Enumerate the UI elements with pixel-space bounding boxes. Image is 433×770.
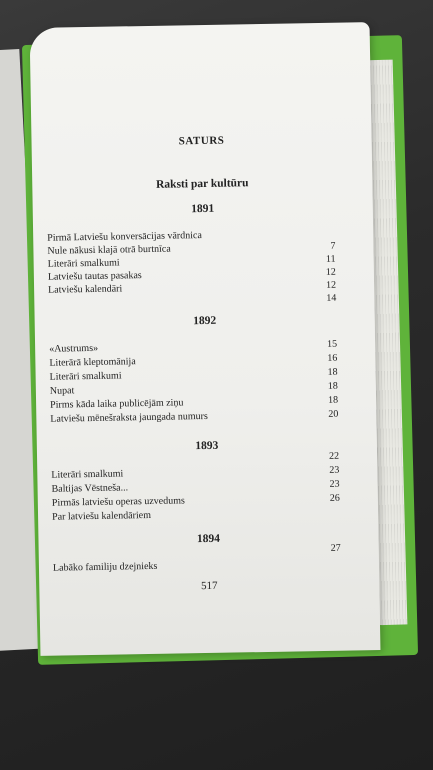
- toc-entry-title: Par latviešu kalendāriem: [51, 509, 152, 523]
- toc-entry-title: Literārā kleptomānija: [49, 356, 136, 369]
- toc-entry-title: Latviešu tautas pasakas: [47, 270, 142, 283]
- toc-entry-page: 12: [325, 279, 337, 291]
- year-heading: 1892: [193, 314, 217, 328]
- toc-entry-title: Latviešu kalendāri: [48, 283, 123, 296]
- toc-entry-title: Literāri smalkumi: [49, 370, 122, 383]
- toc-entry-page: 18: [327, 394, 339, 406]
- toc-entry-page: 11: [325, 253, 336, 265]
- toc-entry-page: 14: [326, 292, 337, 304]
- toc-entry-page: 16: [327, 352, 338, 364]
- year-heading: 1893: [195, 439, 219, 453]
- toc-entry-page: 22: [328, 450, 340, 462]
- toc-entry-title: Latviešu mēnešraksta jaungada numurs: [50, 410, 208, 425]
- book-page: [30, 22, 381, 656]
- toc-entry-page: 27: [330, 542, 341, 554]
- toc-entry: [53, 558, 341, 576]
- toc-entry-title: Baltijas Vēstneša...: [51, 482, 129, 495]
- toc-entry-page: 12: [325, 266, 336, 278]
- toc-entry-title: Pirms kāda laika publicējām ziņu: [50, 397, 184, 411]
- toc-title: SATURS: [178, 134, 225, 148]
- year-heading: 1894: [196, 532, 221, 546]
- toc-subtitle: Raksti par kultūru: [155, 177, 249, 191]
- year-heading: 1891: [191, 202, 215, 216]
- toc-entry-page: 18: [327, 380, 338, 392]
- toc-entry-title: Literāri smalkumi: [51, 468, 124, 481]
- toc-entry-page: 15: [327, 338, 338, 350]
- toc-entry-page: 20: [328, 408, 339, 420]
- table-of-contents: [30, 22, 381, 656]
- toc-entry-title: Pirmās latviešu operas uzvedums: [51, 495, 185, 509]
- page-number: 517: [200, 579, 218, 593]
- toc-entry-title: Literāri smalkumi: [47, 257, 120, 270]
- toc-entry-title: Pirmā Latviešu konversācijas vārdnica: [47, 230, 202, 244]
- toc-entry-page: 23: [329, 464, 340, 476]
- toc-entry-page: 7: [330, 240, 336, 252]
- toc-entry-title: Labāko familiju dzejnieks: [52, 560, 158, 574]
- toc-entry-title: Nule nākusi klajā otrā burtnīca: [47, 243, 171, 257]
- toc-entry-page: 26: [329, 492, 340, 504]
- toc-entry-page: 18: [327, 366, 338, 378]
- toc-entry-title: «Austrums»: [49, 342, 99, 355]
- toc-entry-page: 23: [329, 478, 340, 490]
- toc-entry-title: Nupat: [49, 385, 75, 397]
